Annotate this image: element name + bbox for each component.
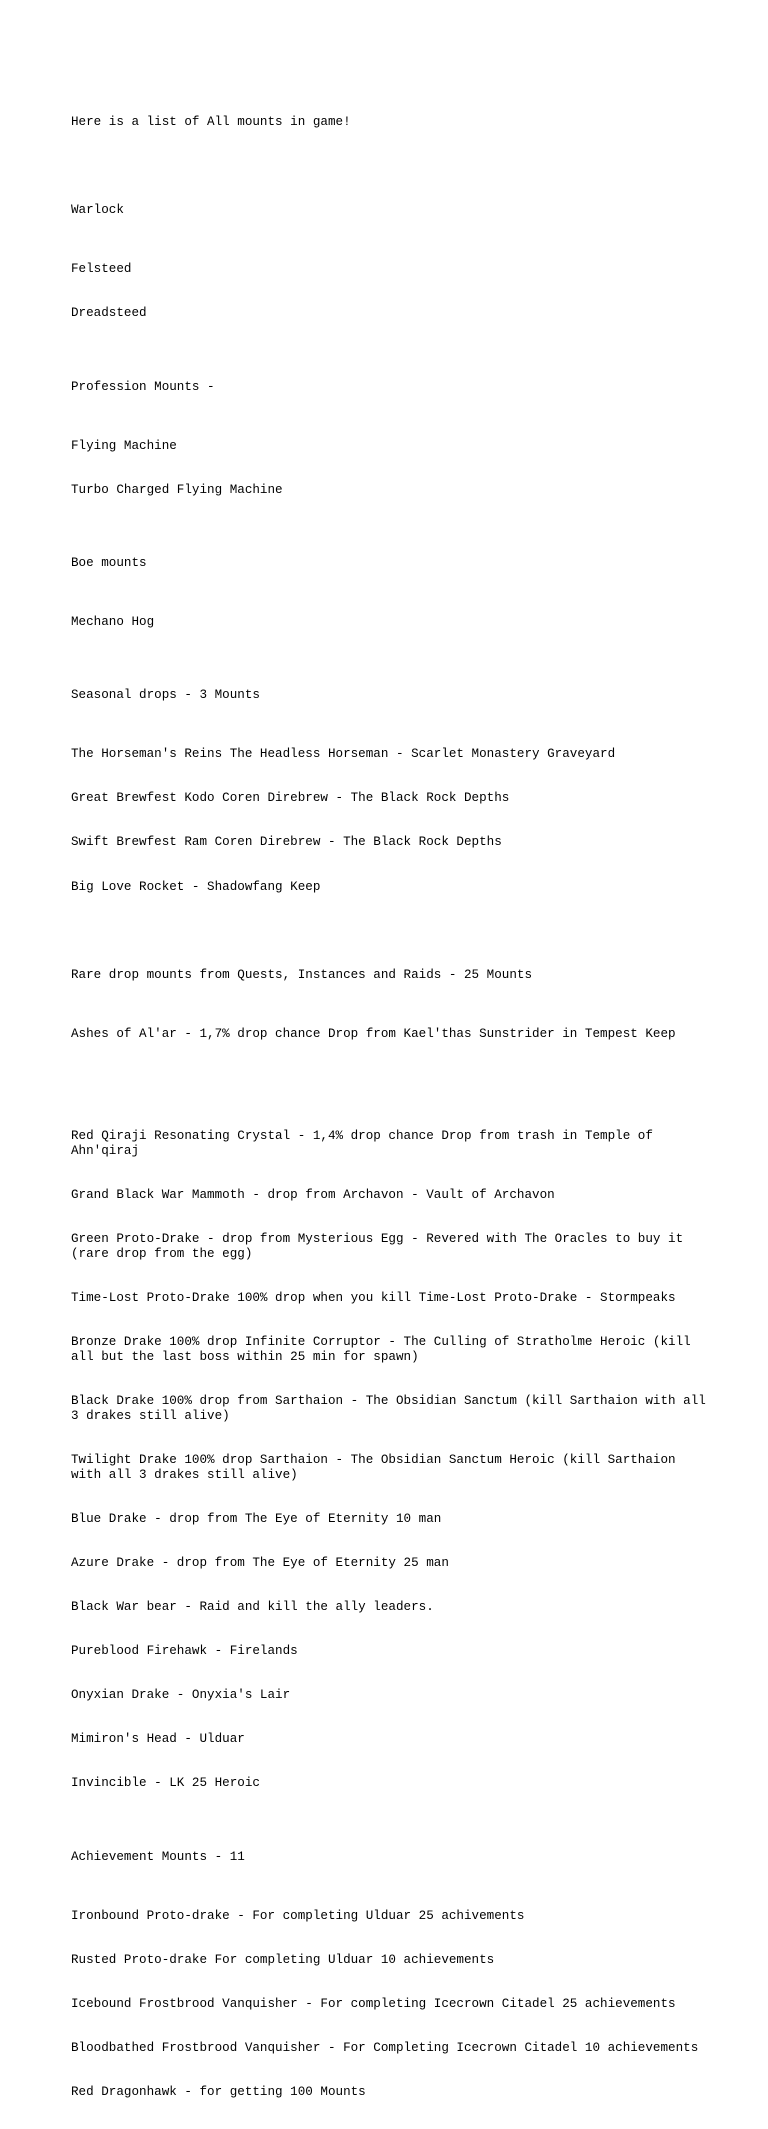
list-item: Big Love Rocket - Shadowfang Keep xyxy=(71,879,321,894)
list-item: Flying Machine xyxy=(71,438,177,453)
document-page xyxy=(71,71,714,2129)
list-item: Dreadsteed xyxy=(71,306,147,321)
rare-heading: Rare drop mounts from Quests, Instances and Raids - 25 Mounts xyxy=(71,967,533,982)
list-item: Pureblood Firehawk - Firelands xyxy=(71,1643,298,1658)
list-item: Swift Brewfest Ram Coren Direbrew - The Black Rock Depths xyxy=(71,835,502,850)
list-item: Red Qiraji Resonating Crystal - 1,4% drop chance Drop from trash in Temple of Ahn'qiraj xyxy=(71,1129,661,1159)
list-item: Blue Drake - drop from The Eye of Eternity 10 man xyxy=(71,1511,442,1526)
list-item: Felsteed xyxy=(71,262,132,277)
list-item: Time-Lost Proto-Drake 100% drop when you kill Time-Lost Proto-Drake - Stormpeaks xyxy=(71,1291,676,1306)
boe-heading: Boe mounts xyxy=(71,556,147,571)
list-item: Invincible - LK 25 Heroic xyxy=(71,1776,260,1791)
list-item: Mimiron's Head - Ulduar xyxy=(71,1732,245,1747)
list-item: Icebound Frostbrood Vanquisher - For completing Icecrown Citadel 25 achievements xyxy=(71,1996,676,2011)
list-item: Rusted Proto-drake For completing Ulduar 10 achievements xyxy=(71,1952,495,1967)
list-item: Ironbound Proto-drake - For completing Ulduar 25 achivements xyxy=(71,1908,525,1923)
list-item: The Horseman's Reins The Headless Horseman - Scarlet Monastery Graveyard xyxy=(71,747,616,762)
list-item: Bronze Drake 100% drop Infinite Corruptor - The Culling of Stratholme Heroic (kill all but the last boss within 25 min for spawn) xyxy=(71,1335,699,1364)
list-item: Bloodbathed Frostbrood Vanquisher - For Completing Icecrown Citadel 10 achievements xyxy=(71,2040,699,2055)
list-item: Twilight Drake 100% drop Sarthaion - The Obsidian Sanctum Heroic (kill Sarthaion with all 3 drakes still alive) xyxy=(71,1452,684,1482)
achievement-heading: Achievement Mounts - 11 xyxy=(71,1849,245,1864)
list-item: Red Dragonhawk - for getting 100 Mounts xyxy=(71,2085,366,2100)
list-item: Black War bear - Raid and kill the ally leaders. xyxy=(71,1599,434,1614)
profession-heading: Profession Mounts - xyxy=(71,379,215,394)
list-item: Mechano Hog xyxy=(71,614,155,629)
list-item: Grand Black War Mammoth - drop from Archavon - Vault of Archavon xyxy=(71,1188,555,1203)
list-item: Black Drake 100% drop from Sarthaion - The Obsidian Sanctum (kill Sarthaion with all 3 drakes still alive) xyxy=(71,1394,714,1423)
warlock-heading: Warlock xyxy=(71,203,124,218)
list-item: Great Brewfest Kodo Coren Direbrew - The Black Rock Depths xyxy=(71,791,510,806)
list-item: Onyxian Drake - Onyxia's Lair xyxy=(71,1688,291,1703)
list-item: Azure Drake - drop from The Eye of Eternity 25 man xyxy=(71,1555,449,1570)
list-item: Turbo Charged Flying Machine xyxy=(71,482,283,497)
seasonal-heading: Seasonal drops - 3 Mounts xyxy=(71,688,260,703)
intro-text: Here is a list of All mounts in game! xyxy=(71,115,351,130)
list-item: Ashes of Al'ar - 1,7% drop chance Drop from Kael'thas Sunstrider in Tempest Keep xyxy=(71,1026,676,1041)
list-item: Green Proto-Drake - drop from Mysterious Egg - Revered with The Oracles to buy it (rare drop from the egg) xyxy=(71,1232,691,1261)
